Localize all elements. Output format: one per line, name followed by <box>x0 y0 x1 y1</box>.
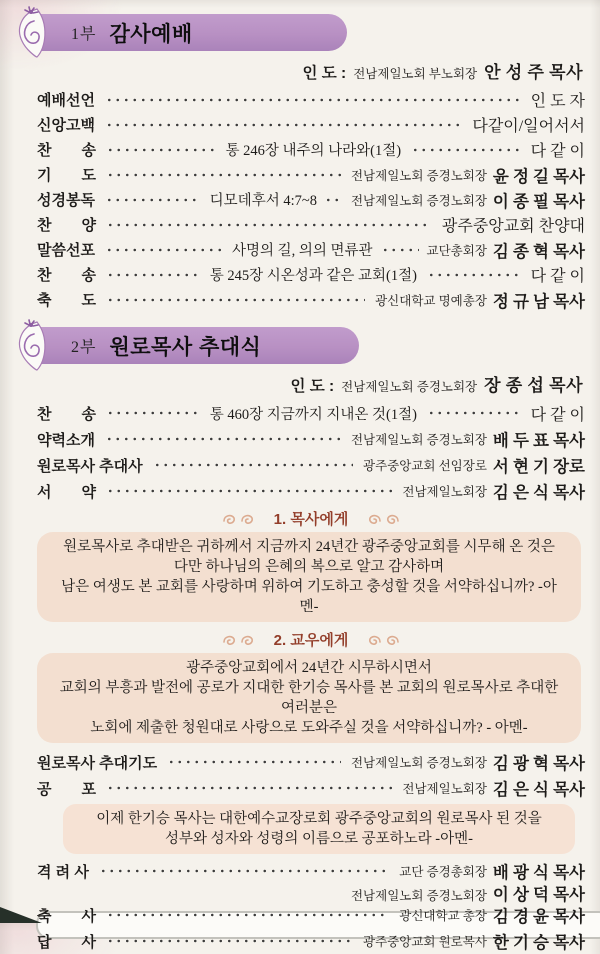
row-label: 축 도 <box>37 292 96 309</box>
vow2-line: 교회의 부흥과 발전에 공로가 지대한 한기승 목사를 본 교회의 원로목사로 추대한 여러분은 <box>59 680 559 716</box>
leader-role: 전남제일노회 부노회장 <box>353 67 478 81</box>
row-name: 정 규 남 목사 <box>492 291 585 311</box>
vow1-line: 다만 하나님의 은혜의 복으로 알고 감사하며 <box>173 559 445 575</box>
dotted-leader <box>106 939 353 943</box>
row-label: 축 사 <box>37 907 96 925</box>
row-label: 공 포 <box>37 780 96 798</box>
row-role: 광주중앙교회 선임장로 <box>363 459 487 473</box>
row-name: 이 상 덕 목사 <box>492 885 585 904</box>
part1-number: 1부 <box>71 26 97 43</box>
row-value: 다 같 이 <box>530 406 585 424</box>
part2-program-rows-a <box>37 400 585 504</box>
program-row-secondary <box>37 881 585 902</box>
row-center-text: 통 460장 지금까지 지내온 것(1절) <box>209 406 417 423</box>
row-center-text: 통 246장 내주의 나라와(1절) <box>225 143 402 159</box>
dotted-leader <box>411 148 521 152</box>
program-row <box>37 162 585 187</box>
proclamation-box <box>63 804 575 854</box>
row-label: 답 사 <box>37 933 96 951</box>
vow1-heading <box>37 508 585 529</box>
row-label: 기 도 <box>37 167 96 184</box>
row-center-text: 사명의 길, 의의 면류관 <box>231 243 373 259</box>
program-row <box>37 112 585 137</box>
row-label: 신앙고백 <box>37 117 95 134</box>
program-row <box>37 187 585 212</box>
row-name: 배 광 식 목사 <box>492 863 585 882</box>
row-role: 교단 증경총회장 <box>399 865 487 879</box>
dotted-leader <box>105 437 341 441</box>
row-role: 전남제일노회 증경노회장 <box>350 756 487 770</box>
dotted-leader <box>105 198 200 202</box>
program-row <box>37 426 585 452</box>
proclamation-line: 성부와 성자와 성령의 이름으로 공포하노라 -아멘- <box>165 831 473 847</box>
dotted-leader <box>106 273 200 277</box>
program-row <box>37 749 585 775</box>
row-center-text: 디모데후서 4:7~8 <box>209 193 317 209</box>
leader-role: 전남제일노회 증경노회장 <box>341 380 478 394</box>
program-row <box>37 775 585 801</box>
row-label: 찬 양 <box>37 217 96 234</box>
row-name: 김 경 윤 목사 <box>492 907 585 926</box>
part1-program-rows <box>37 87 585 312</box>
dotted-leader <box>106 148 216 152</box>
row-name: 윤 정 길 목사 <box>492 166 585 186</box>
dotted-leader <box>106 173 341 177</box>
dotted-leader <box>99 869 389 873</box>
part2-title: 원로목사 추대식 <box>109 335 262 359</box>
row-center-text: 통 245장 시온성과 같은 교회(1절) <box>209 268 417 284</box>
part2-program-rows-c <box>37 858 585 954</box>
row-label: 약력소개 <box>37 431 95 449</box>
part2-program-rows-b <box>37 749 585 801</box>
row-name: 김 광 혁 목사 <box>492 754 585 773</box>
row-role: 전남제일노회장 <box>402 485 487 499</box>
vow1-heading-text: 1. 목사에게 <box>273 511 349 528</box>
row-role: 전남제일노회 증경노회장 <box>350 168 487 183</box>
vow1-box <box>37 532 581 622</box>
part1-leader-line <box>37 58 583 80</box>
vow2-line: 광주중앙교회에서 24년간 시무하시면서 <box>186 660 432 676</box>
row-name: 김 종 혁 목사 <box>492 241 585 261</box>
floral-swirl-icon <box>7 6 59 60</box>
part1-banner <box>33 14 347 51</box>
program-row <box>37 262 585 287</box>
row-label: 성경봉독 <box>37 192 95 209</box>
row-role: 교단총회장 <box>426 243 487 258</box>
row-role: 전남제일노회 증경노회장 <box>350 889 487 903</box>
row-label: 서 약 <box>37 483 96 501</box>
swirl-ornament-icon <box>360 512 400 526</box>
program-row <box>37 87 585 112</box>
leader-name: 안 성 주 목사 <box>484 63 583 82</box>
program-row <box>37 478 585 504</box>
dotted-leader <box>153 463 353 467</box>
leader-label: 인 도 : <box>302 65 347 82</box>
row-value: 다같이/일어서서 <box>472 118 585 135</box>
dotted-leader <box>106 411 200 415</box>
row-label: 찬 송 <box>37 267 96 284</box>
row-name: 김 은 식 목사 <box>492 780 585 799</box>
row-role: 전남제일노회 증경노회장 <box>350 433 487 447</box>
vow2-line: 노회에 제출한 청원대로 사랑으로 도와주실 것을 서약하십니까? - 아멘- <box>90 720 528 736</box>
dotted-leader <box>427 273 521 277</box>
proclamation-line: 이제 한기승 목사는 대한예수교장로회 광주중앙교회의 원로목사 된 것을 <box>96 811 542 827</box>
dotted-leader <box>106 913 389 917</box>
row-label: 찬 송 <box>37 142 96 159</box>
row-name: 서 현 기 장로 <box>492 457 585 476</box>
row-name: 한 기 승 목사 <box>492 933 585 952</box>
row-name: 김 은 식 목사 <box>492 483 585 502</box>
vow2-box <box>37 653 581 743</box>
dotted-leader <box>106 489 392 493</box>
part1-title: 감사예배 <box>109 22 193 46</box>
row-role: 광신대학교 총장 <box>399 909 487 923</box>
program-row <box>37 287 585 312</box>
program-row <box>37 237 585 262</box>
part2-leader-line <box>37 371 583 393</box>
row-label: 원로목사 추대사 <box>37 457 143 475</box>
part2-banner <box>33 327 359 364</box>
program-row <box>37 212 585 237</box>
program-row <box>37 137 585 162</box>
row-role: 전남제일노회 증경노회장 <box>350 193 487 208</box>
row-name: 이 종 필 목사 <box>492 191 585 211</box>
part2-number: 2부 <box>71 339 97 356</box>
vow1-line: 원로목사로 추대받은 귀하께서 지금까지 24년간 광주중앙교회를 시무해 온 것은 <box>63 539 555 555</box>
dotted-leader <box>105 98 521 102</box>
floral-swirl-icon <box>7 319 59 373</box>
leader-name: 장 종 섭 목사 <box>484 376 583 395</box>
page-corner-curl <box>0 907 42 923</box>
dotted-leader <box>105 123 462 127</box>
vow1-line: 남은 여생도 본 교회를 사랑하며 위하여 기도하고 충성할 것을 서약하십니까? -아멘- <box>61 579 557 615</box>
vow2-heading <box>37 629 585 650</box>
row-name: 배 두 표 목사 <box>492 431 585 450</box>
dotted-leader <box>106 298 365 302</box>
program-row <box>37 452 585 478</box>
dotted-leader <box>427 411 521 415</box>
leader-label: 인 도 : <box>290 378 335 395</box>
swirl-ornament-icon <box>360 633 400 647</box>
row-role: 광신대학교 명예총장 <box>375 293 487 308</box>
row-role: 전남제일노회장 <box>402 782 487 796</box>
swirl-ornament-icon <box>222 633 262 647</box>
dotted-leader <box>381 248 419 252</box>
row-label: 말씀선포 <box>37 242 95 259</box>
row-label: 예배선언 <box>37 92 95 109</box>
row-value: 다 같 이 <box>530 143 585 160</box>
program-row <box>37 400 585 426</box>
dotted-leader <box>167 760 341 764</box>
program-row <box>37 902 585 928</box>
dotted-leader <box>324 198 344 202</box>
dotted-leader <box>106 786 392 790</box>
row-value: 다 같 이 <box>530 268 585 285</box>
row-label: 찬 송 <box>37 405 96 423</box>
row-label: 격 려 사 <box>37 863 89 881</box>
vow2-heading-text: 2. 교우에게 <box>273 632 349 649</box>
dotted-leader <box>105 248 222 252</box>
row-label: 원로목사 추대기도 <box>37 754 158 772</box>
dotted-leader <box>106 223 432 227</box>
swirl-ornament-icon <box>222 512 262 526</box>
row-value: 인 도 자 <box>530 93 585 110</box>
row-role: 광주중앙교회 원로목사 <box>363 935 487 949</box>
program-row <box>37 928 585 954</box>
row-value: 광주중앙교회 찬양대 <box>441 218 585 235</box>
